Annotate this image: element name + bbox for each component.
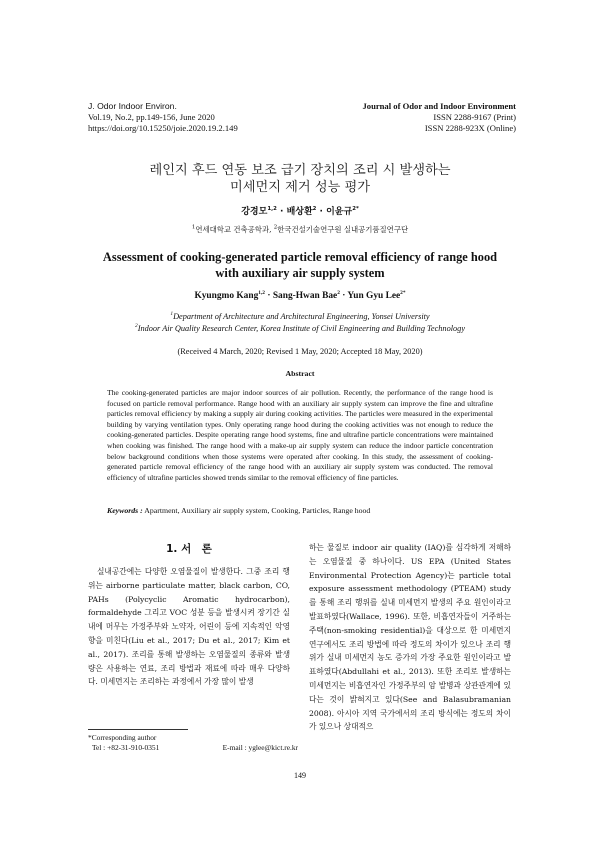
journal-name: Journal of Odor and Indoor Environment — [362, 101, 516, 111]
english-author-1-sup: 1,2 — [258, 289, 266, 296]
contact-row — [88, 743, 298, 753]
keywords-list: Apartment, Auxiliary air supply system, Cooking, Particles, Range hood — [142, 506, 371, 515]
received-dates: (Received 4 March, 2020; Revised 1 May, 2020; Accepted 18 May, 2020) — [177, 347, 423, 356]
english-affil-2: Indoor Air Quality Research Center, Korea Institute of Civil Engineering and Building Technology — [137, 323, 465, 333]
abstract-text: The cooking-generated particles are major indoor sources of air pollution. Recently, the performance of the range hood is focused on particle removal performance. Range hood with an auxiliary air supply system can improve the fine and ultrafine particles removal efficiency by making a supply air during cooking activities. The particles were measured in the experimental building by varying ventilation types. Only operating range hood during the cooking activities was not enough to reduce the cooking-generated particles. Despite operating range hood systems, fine and ultrafine particle concentrations were maintained when cooking was finished. The range hood with a make-up air supply system can reduce the indoor particle concentration below background conditions when those systems were operated after cooking. In this study, the assessment of cooking-generated particle removal efficiency of the range hood with an auxiliary air supply system was conducted. The removal efficiency of ultrafine particles showed trends similar to the removal efficiency of fine particles. — [107, 388, 493, 482]
english-authors — [60, 291, 540, 301]
english-affil-2-row — [40, 323, 560, 335]
journal-abbrev: J. Odor Indoor Environ. — [88, 101, 177, 111]
english-author-2-sup: 2 — [337, 289, 340, 296]
korean-author-3: 이윤규 — [326, 207, 353, 217]
body-paragraph-right: 하는 물질로 indoor air quality (IAQ)를 심각하게 저해하는 오염물질 중 하나이다. US EPA (United States Environmental Protection Agency)는 particle total exposure assessment methodology (PTEAM) study를 통해 조리 행위를 실내 미세먼지 발생의 주요 원인이라고 발표하였다(Wallace, 1996). 또한, 비흡연자들이 거주하는 주택(non-smoking residential)을 대상으로 한 미세먼지 연구에서도 조리 방법에 따라 정도의 차이가 있으나 조리 행위가 실내 미세먼지 농도 증가의 가장 주요한 원인이라고 발표하였다(Abdullahi et al., 2013). 또한 조리로 발생하는 미세먼지는 비흡연자인 가정주부의 암 발병과 상관관계에 있다는 것이 밝혀지고 있다(See and Balasubramanian 2008). 아시아 지역 국가에서의 조리 방식에는 정도의 차이가 있으나 상대적으 — [309, 543, 511, 732]
volume-info: Vol.19, No.2, pp.149-156, June 2020 — [88, 112, 215, 122]
journal-header-right — [300, 101, 516, 134]
english-affil-1: Department of Architecture and Architectural Engineering, Yonsei University — [173, 312, 430, 321]
issn-print: ISSN 2288-9167 (Print) — [433, 112, 516, 122]
contact-tel: Tel : +82-31-910-0351 — [92, 743, 160, 752]
keywords — [107, 506, 493, 515]
page-number: 149 — [294, 771, 306, 780]
author-separator: · — [316, 207, 327, 217]
english-affil-1-row — [40, 311, 560, 323]
doi-link[interactable]: https://doi.org/10.15250/joie.2020.19.2.149 — [88, 123, 238, 133]
korean-author-2-sup: 2 — [312, 206, 317, 212]
abstract-heading: Abstract — [285, 369, 315, 378]
body-column-left — [88, 565, 290, 689]
english-author-2: Sang-Hwan Bae — [272, 291, 338, 301]
english-title-line2: with auxiliary air supply system — [215, 266, 385, 280]
korean-author-1-sup: 1,2 — [267, 206, 277, 212]
english-affiliations — [40, 311, 560, 334]
korean-title-line2: 미세먼지 제거 성능 평가 — [230, 180, 370, 195]
english-affil-2-sup: 2 — [134, 322, 138, 329]
body-paragraph-left: 실내공간에는 다양한 오염물질이 발생한다. 그중 조리 행위는 airborne particulate matter, black carbon, CO, PAHs (Polycyclic Aromatic hydrocarbon), formaldehyde 그리고 VOC 성분 등을 발생시켜 장기간 실내에 머무는 가정주부와 노약자, 어린이 등에 지속적인 악영향을 미친다(Liu et al., 2017; Du et al., 2017; Kim et al., 2017). 조리를 통해 발생하는 오염물질의 종류와 발생량은 사용하는 연료, 조리 방법과 재료에 따라 매우 다양하다. 미세먼지는 조리하는 과정에서 가장 많이 발생 — [88, 567, 290, 687]
korean-affil-1-sup: 1 — [191, 224, 196, 231]
footnote — [88, 733, 298, 753]
english-title — [70, 249, 530, 281]
korean-author-1: 강경모 — [241, 207, 268, 217]
english-author-1: Kyungmo Kang — [194, 291, 259, 301]
korean-affiliations — [40, 224, 560, 235]
body-column-right — [309, 541, 511, 734]
corresponding-author: *Corresponding author — [88, 733, 157, 742]
korean-authors — [60, 204, 540, 217]
footnote-divider — [88, 729, 188, 730]
author-separator: · — [339, 291, 348, 301]
section-title: 1. 서 론 — [166, 543, 212, 555]
author-separator: · — [276, 207, 287, 217]
english-author-3-sup: 2* — [400, 289, 406, 296]
english-affil-1-sup: 1 — [170, 311, 174, 318]
korean-affil-2-sup: 2 — [273, 224, 278, 231]
english-title-line1: Assessment of cooking-generated particle removal efficiency of range hood — [102, 250, 498, 264]
contact-email[interactable]: E-mail : yglee@kict.re.kr — [222, 743, 298, 752]
keywords-label: Keywords : — [107, 506, 143, 515]
korean-affil-2: 한국건설기술연구원 실내공기품질연구단 — [277, 225, 409, 234]
korean-author-3-sup: 2* — [352, 206, 359, 212]
author-separator: · — [265, 291, 273, 301]
korean-affil-1: 연세대학교 건축공학과, — [195, 225, 274, 234]
korean-title-line1: 레인지 후드 연동 보조 급기 장치의 조리 시 발생하는 — [149, 163, 451, 178]
korean-title — [60, 162, 540, 196]
english-author-3: Yun Gyu Lee — [347, 291, 401, 301]
issn-online: ISSN 2288-923X (Online) — [424, 123, 516, 133]
korean-author-2: 배상환 — [286, 207, 313, 217]
